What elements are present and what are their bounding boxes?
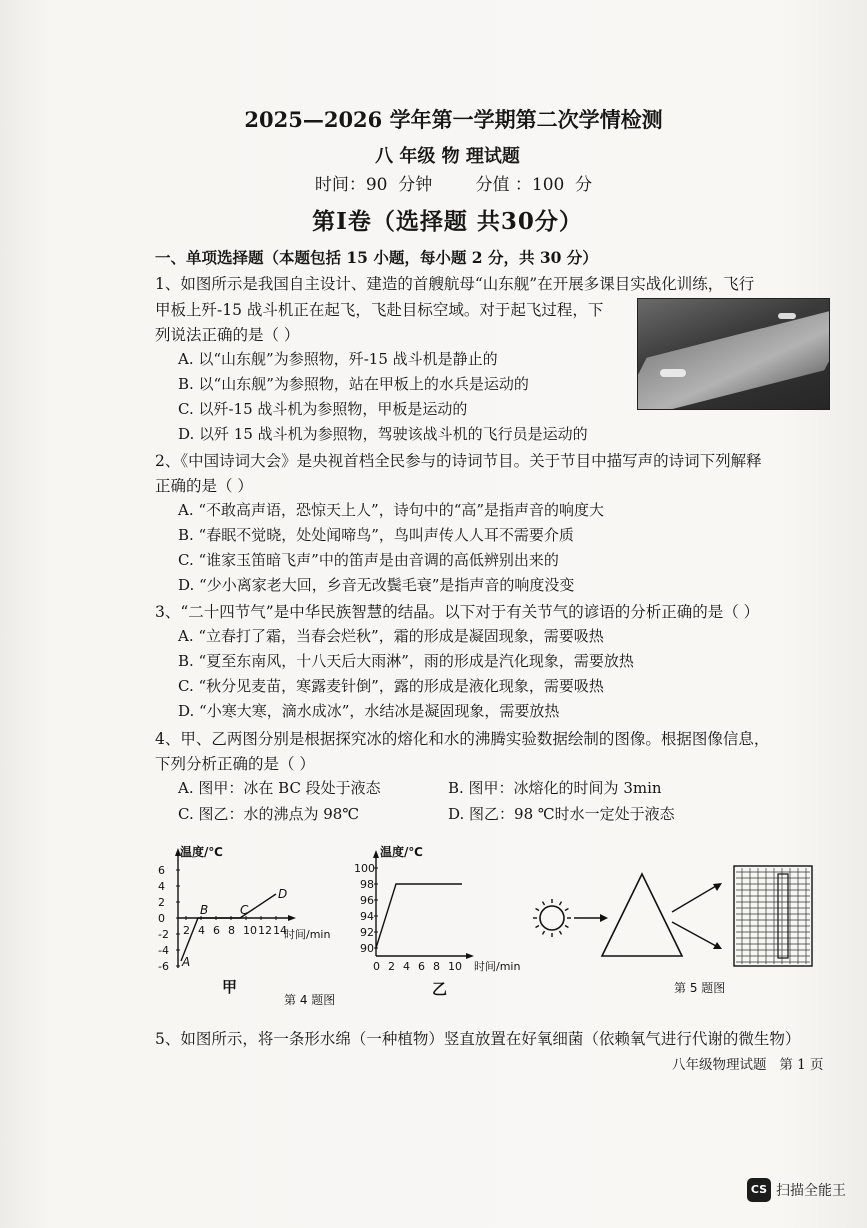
jia-x-tick-label: 8 — [228, 924, 235, 937]
yi-name: 乙 — [432, 980, 448, 998]
exam-subtitle: 八 年级 物 理试题 — [375, 146, 520, 167]
sun-ray — [560, 931, 562, 934]
jia-y-tick-label: -2 — [158, 928, 169, 941]
yi-x-arrow — [466, 953, 474, 959]
yi-x-tick-label: 0 — [373, 960, 380, 973]
volume-heading: 第Ⅰ卷（选择题 共30分） — [312, 208, 583, 235]
q1-line-2: 甲板上歼-15 战斗机正在起飞，飞赴目标空域。对于起飞过程，下 — [155, 301, 604, 319]
yi-x-tick-label: 6 — [418, 960, 425, 973]
graph-jia — [158, 844, 330, 996]
jia-x-tick-label: 10 — [243, 924, 257, 937]
figures-row — [150, 838, 830, 1008]
q1-option-a: A. 以“山东舰”为参照物，歼-15 战斗机是静止的 — [178, 350, 498, 368]
q4-option-a: A. 图甲：冰在 BC 段处于液态 — [178, 779, 381, 797]
yi-y-arrow — [373, 850, 379, 858]
sun-ray — [543, 931, 545, 934]
q4-option-d: D. 图乙：98 ℃时水一定处于液态 — [448, 805, 675, 823]
q4-option-c: C. 图乙：水的沸点为 98℃ — [178, 805, 360, 823]
yi-y-tick-label: 94 — [360, 910, 374, 923]
page-footer: 八年级物理试题 第 1 页 — [672, 1057, 824, 1073]
jia-y-tick-label: 2 — [158, 896, 165, 909]
carrier-deck — [637, 304, 830, 410]
yi-x-tick-label: 8 — [433, 960, 440, 973]
scanner-logo-icon: CS — [747, 1178, 771, 1202]
sun-ray — [536, 926, 539, 928]
q4-option-b: B. 图甲：冰熔化的时间为 3min — [448, 779, 662, 797]
sun-ray — [565, 909, 568, 911]
yi-x-tick-label: 10 — [448, 960, 462, 973]
yi-y-tick-label: 100 — [354, 862, 375, 875]
dispersed-ray-top — [672, 886, 716, 912]
sun-ray — [543, 902, 545, 905]
fighter-jet-distant — [778, 313, 796, 319]
section-heading: 一、单项选择题（本题包括 15 小题，每小题 2 分，共 30 分） — [155, 248, 598, 267]
jia-x-label: 时间/min — [284, 928, 331, 941]
jia-x-tick-label: 4 — [198, 924, 205, 937]
q3-option-b: B. “夏至东南风，十八天后大雨淋”，雨的形成是汽化现象，需要放热 — [178, 652, 634, 670]
sun-ray — [565, 926, 568, 928]
jia-y-tick-label: 0 — [158, 912, 165, 925]
jia-y-tick-label: 4 — [158, 880, 165, 893]
yi-y-tick-label: 96 — [360, 894, 374, 907]
jia-point-d: D — [278, 887, 288, 901]
jia-x-tick-label: 14 — [273, 924, 287, 937]
q2-option-c: C. “谁家玉笛暗飞声”中的笛声是由音调的高低辨别出来的 — [178, 551, 559, 569]
exam-title: 2025—2026 学年第一学期第二次学情检测 — [244, 107, 663, 132]
yi-y-ticks — [354, 862, 378, 955]
fig5-diagram — [533, 866, 812, 966]
jia-point-a: A — [182, 955, 191, 969]
jia-y-label: 温度/℃ — [180, 845, 223, 859]
jia-point-c: C — [240, 903, 249, 917]
q3-line-1: 3、“二十四节气”是中华民族智慧的结晶。以下对于有关节气的谚语的分析正确的是（ ） — [155, 603, 760, 621]
q3-option-c: C. “秋分见麦苗，寒露麦针倒”，露的形成是液化现象，需要吸热 — [178, 677, 604, 695]
jia-x-arrow — [288, 915, 296, 921]
yi-x-label: 时间/min — [474, 960, 521, 973]
yi-x-tick-label: 2 — [388, 960, 395, 973]
carrier-photo — [637, 298, 830, 410]
q2-line-1: 2、《中国诗词大会》是央视首档全民参与的诗词节目。关于节目中描写声的诗词下列解释 — [155, 452, 762, 470]
yi-y-tick-label: 92 — [360, 926, 374, 939]
q2-line-2: 正确的是（ ） — [155, 477, 253, 495]
yi-y-label: 温度/℃ — [380, 845, 423, 859]
sun-ray — [536, 909, 539, 911]
yi-y-tick-label: 98 — [360, 878, 374, 891]
jia-x-tick-label: 6 — [213, 924, 220, 937]
q1-option-b: B. 以“山东舰”为参照物，站在甲板上的水兵是运动的 — [178, 375, 529, 393]
jia-y-ticks — [158, 864, 180, 973]
dispersed-ray-bottom — [672, 922, 716, 946]
q1-line-1: 1、如图所示是我国自主设计、建造的首艘航母“山东舰”在开展多课目实战化训练，飞行 — [155, 275, 755, 293]
jia-y-tick-label: -6 — [158, 960, 169, 973]
q1-option-d: D. 以歼 15 战斗机为参照物，驾驶该战斗机的飞行员是运动的 — [178, 425, 588, 443]
q4-line-2: 下列分析正确的是（ ） — [155, 755, 315, 773]
q1-line-3: 列说法正确的是（ ） — [155, 326, 300, 344]
fig5-caption: 第 5 题图 — [674, 981, 726, 995]
jia-name: 甲 — [222, 978, 238, 996]
prism-icon — [602, 874, 682, 956]
q1-option-c: C. 以歼-15 战斗机为参照物，甲板是运动的 — [178, 400, 468, 418]
q2-option-d: D. “少小离家老大回，乡音无改鬓毛衰”是指声音的响度没变 — [178, 576, 575, 594]
scanner-name: 扫描全能王 — [776, 1183, 846, 1199]
exam-meta: 时间：90 分钟 分值 ：100 分 — [314, 175, 593, 195]
jia-point-b: B — [200, 903, 209, 917]
q3-option-a: A. “立春打了霜，当春会烂秋”，霜的形成是凝固现象，需要吸热 — [178, 627, 604, 645]
jia-x-tick-label: 2 — [183, 924, 190, 937]
yi-curve — [376, 884, 462, 948]
jia-y-tick-label: -4 — [158, 944, 169, 957]
fig4-caption: 第 4 题图 — [284, 993, 336, 1007]
sun-icon — [533, 899, 571, 937]
q4-line-1: 4、甲、乙两图分别是根据探究冰的熔化和水的沸腾实验数据绘制的图像。根据图像信息， — [155, 730, 770, 748]
algae-tank — [734, 866, 812, 966]
fighter-jet-takeoff — [660, 369, 686, 377]
light-arrow-head — [600, 914, 608, 922]
q3-option-d: D. “小寒大寒，滴水成冰”，水结冰是凝固现象，需要放热 — [178, 702, 560, 720]
q2-option-b: B. “春眠不觉晓，处处闻啼鸟”，鸟叫声传人人耳不需要介质 — [178, 526, 574, 544]
jia-y-tick-label: 6 — [158, 864, 165, 877]
jia-x-tick-label: 12 — [258, 924, 272, 937]
yi-y-tick-label: 90 — [360, 942, 374, 955]
graph-yi — [354, 844, 520, 998]
q2-option-a: A. “不敢高声语，恐惊天上人”，诗句中的“高”是指声音的响度大 — [178, 501, 605, 519]
yi-x-ticks — [373, 960, 462, 973]
sun-ray — [560, 902, 562, 905]
q5-line-1: 5、如图所示，将一条形水绵（一种植物）竖直放置在好氧细菌（依赖氧气进行代谢的微生物） — [155, 1030, 801, 1048]
jia-x-ticks — [183, 916, 287, 937]
yi-x-tick-label: 4 — [403, 960, 410, 973]
